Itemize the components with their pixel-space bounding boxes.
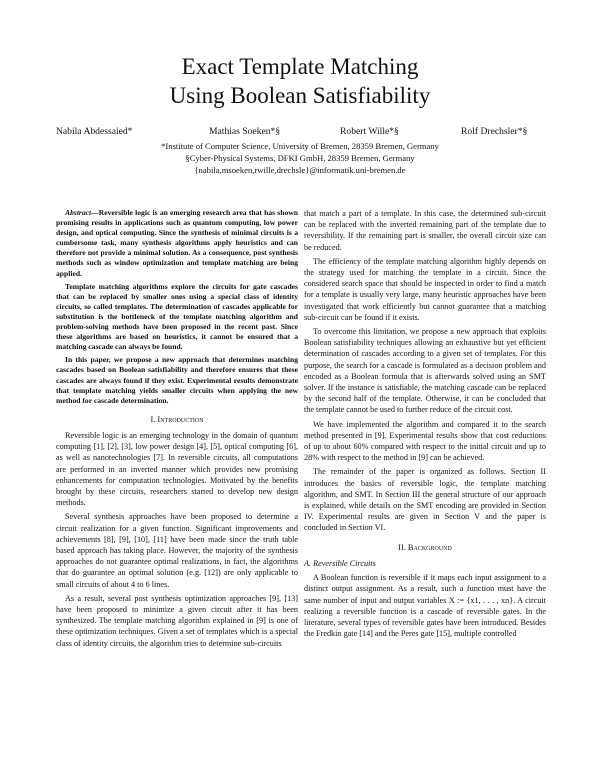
paper-title — [0, 52, 600, 110]
intro-p6: To overcome this limitation, we propose a new approach that exploits Boolean satisfiability techniques allowing an exhaustive but yet efficient determination of cascades according to a given set of templates. For this purpose, the search for a cascade is formulated as a decision problem and encoded as a Boolean formula that is afterwards solved using an SMT solver. If the instance is satisfiable, the matching cascade can be replaced by the second half of the template. Otherwise, it can be concluded that the template cannot be used to further reduce of the circuit cost. — [304, 327, 546, 415]
abstract-p3: In this paper, we propose a new approach that determines matching cascades based on Boolean satisfiability and therefore ensures that these cascades are always found if they exist. Experimental results demonstrate that template matching yields smaller circuits when applying the new method for cascade determination. — [56, 355, 298, 405]
abstract-p1: Abstract—Reversible logic is an emerging research area that has shown promising results in applications such as quantum computing, low power design, and optical computing. Since the synthesis of minimal circuits is a cumbersome task, many synthesis algorithms apply heuristics and can therefore not provide a minimal solution. As a consequence, post synthesis methods such as window optimization and template matching are being applied. — [56, 208, 298, 278]
right-column — [304, 208, 546, 642]
author-3: Robert Wille*§ — [340, 126, 399, 137]
author-list — [56, 126, 544, 140]
intro-p2: Several synthesis approaches have been proposed to determine a circuit realization for a given function. Significant improvements and achievements [8], [9], [10], [11] have been made since the truth table based approach has taking place. However, the majority of the synthesis approaches do not guarantee optimal realizations, in fact, the algorithms that do guarantee an optimal solution (e.g. [12]) are only applicable to small circuits of about 4 to 6 lines. — [56, 512, 298, 589]
intro-p8: The remainder of the paper is organized as follows. Section II introduces the basics of reversible logic, the template matching algorithm, and SMT. In Section III the general structure of our approach is explained, while details on the SMT encoding are provided in Section IV. Experimental results are given in Section V and the paper is concluded in Section VI. — [304, 467, 546, 533]
affiliation-2: §Cyber-Physical Systems, DFKI GmbH, 28359 Bremen, Germany — [185, 153, 415, 163]
intro-p1: Reversible logic is an emerging technology in the domain of quantum computing [1], [2], [3], low power design [4], [5], optical computing [6], as well as nanotechnologies [7]. In reversible circuits, all computations are performed in an inverted manner which provides new promising enhancements for computation technologies. Motivated by the benefits brought by these circuits, researchers started to develop new design methods. — [56, 430, 298, 508]
intro-p3: As a result, several post synthesis optimization approaches [9], [13] have been proposed to minimize a given circuit after it has been synthesized. The template matching algorithm explained in [9] is one of these optimization techniques. Given a set of templates which is a special class of identity circuits, the algorithm tries to determine sub-circuits — [56, 593, 298, 648]
title-line-1: Exact Template Matching — [181, 54, 419, 79]
author-4: Rolf Drechsler*§ — [461, 126, 528, 137]
background-p1: A Boolean function is reversible if it maps each input assignment to a distinct output assignment. As a result, such a function must have the same number of input and output variables X := {x1, . . . , xn}. A circuit realizing a reversible function is a cascade of reversible gates. In the literature, several types of reversible gates have been introduced. Besides the Fredkin gate [14] and the Peres gate [15], multiple controlled — [304, 573, 546, 639]
intro-p4: that match a part of a template. In this case, the determined sub-circuit can be replaced with the inverted remaining part of the template due to reversibility. If the remaining part is smaller, the overall circuit size can be reduced. — [304, 209, 546, 252]
abstract-p2: Template matching algorithms explore the circuits for gate cascades that can be replaced by smaller ones using a special class of identity circuits, so called templates. The determination of cascades applicable for substitution is the bottleneck of the template matching algorithm and problem-solving methods have been proposed in the recent past. Since these algorithms are based on heuristics, it cannot be ensured that a matching cascade can always be found. — [56, 281, 298, 352]
affiliation-emails: {nabila,msoeken,rwille,drechsle}@informatik.uni-bremen.de — [194, 165, 406, 175]
abstract-label: Abstract— — [65, 208, 99, 217]
title-line-2: Using Boolean Satisfiability — [169, 83, 431, 108]
subsection-heading-reversible-circuits: A. Reversible Circuits — [304, 558, 376, 568]
intro-p5: The efficiency of the template matching algorithm highly depends on the strategy used for matching the template in a circuit. Since the considered search space that should be inspected in order to find a match for a template is usually very large, many heuristic approaches have been investigated that work efficiently but cannot guarantee that a matching sub-circuit can be found if it exists. — [304, 256, 546, 322]
intro-p7: We have implemented the algorithm and compared it to the search method presented in [9]. Experimental results show that cost reductions of up to about 60% compared with respect to the initial circuit and up to 28% with respect to the method in [9] can be achieved. — [304, 419, 546, 463]
author-2: Mathias Soeken*§ — [209, 126, 281, 137]
section-heading-background: II. Background — [398, 542, 452, 552]
author-1: Nabila Abdessaied* — [56, 126, 133, 137]
section-heading-introduction: I. Introduction — [150, 414, 204, 424]
affiliation-1: *Institute of Computer Science, University of Bremen, 28359 Bremen, Germany — [161, 141, 439, 151]
left-column — [56, 208, 298, 652]
